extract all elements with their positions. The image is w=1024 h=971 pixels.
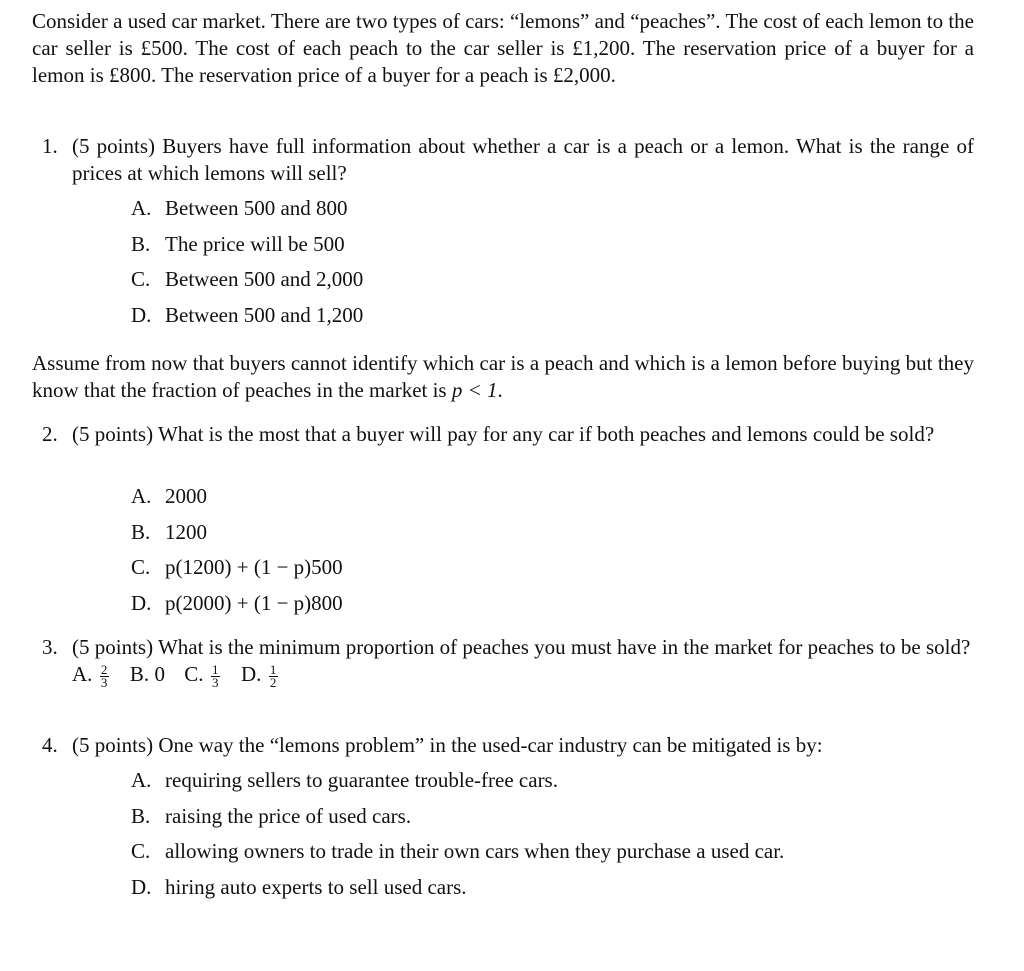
option-a[interactable]: A. Between 500 and 800 — [131, 196, 348, 220]
question-3-options — [72, 661, 974, 689]
question-number: 3. — [42, 635, 58, 659]
question-3 — [42, 634, 974, 689]
option-b[interactable]: B. 1200 — [131, 519, 207, 544]
option-d[interactable]: D. $\frac{1}{2}$ — [240, 661, 277, 690]
option-a[interactable]: A. 2000 — [131, 484, 207, 508]
option-a[interactable]: A. $\frac{2}{3}$ — [72, 661, 108, 690]
question-text: (5 points) Buyers have full information about whether a car is a peach or a lemon. What is the range of prices at which lemons will sell? — [72, 134, 974, 185]
option-c[interactable]: C. $\frac{1}{3}$ — [184, 661, 219, 690]
question-4 — [42, 732, 974, 759]
question-text: (5 points) What is the most that a buyer will pay for any car if both peaches and lemons could be sold? — [72, 422, 935, 446]
fraction-two-thirds: $\frac{2}{3}$ — [100, 661, 108, 690]
question-text: (5 points) One way the “lemons problem” in the used-car industry can be mitigated is by: — [72, 733, 823, 757]
assumption-paragraph: Assume from now that buyers cannot identify which car is a peach and which is a lemon before buying but they know that the fraction of peaches in the market is p < 1. — [32, 351, 974, 402]
question-number: 2. — [42, 422, 58, 446]
question-number: 1. — [42, 134, 58, 158]
question-1 — [42, 133, 974, 187]
option-b[interactable]: B. The price will be 500 — [131, 231, 345, 256]
fraction-one-half: $\frac{1}{2}$ — [269, 661, 277, 690]
question-text: (5 points) What is the minimum proportion of peaches you must have in the market for peaches to be sold? — [72, 635, 971, 659]
fraction-one-third: $\frac{1}{3}$ — [211, 661, 219, 690]
option-b[interactable]: B. 0 — [129, 662, 165, 686]
intro-paragraph: Consider a used car market. There are two types of cars: “lemons” and “peaches”. The cost of each lemon to the car seller is £500. The cost of each peach to the car seller is £1,200. The reservation price of a buyer for a lemon is £800. The reservation price of a buyer for a peach is £2,000. — [32, 9, 974, 87]
question-2 — [42, 421, 974, 448]
question-number: 4. — [42, 733, 58, 757]
option-d[interactable]: D. hiring auto experts to sell used cars. — [131, 874, 467, 899]
option-c[interactable]: C. p(1200) + (1 − p)500 — [131, 555, 343, 579]
question-1-options — [131, 195, 363, 337]
question-2-options — [131, 483, 343, 625]
question-4-options — [131, 767, 784, 909]
math-p-less-than-1: p < 1 — [451, 378, 498, 402]
option-c[interactable]: C. Between 500 and 2,000 — [131, 267, 364, 291]
option-c[interactable]: C. allowing owners to trade in their own cars when they purchase a used car. — [131, 839, 785, 863]
option-d[interactable]: D. p(2000) + (1 − p)800 — [131, 590, 343, 615]
option-b[interactable]: B. raising the price of used cars. — [131, 803, 412, 828]
option-d[interactable]: D. Between 500 and 1,200 — [131, 302, 364, 327]
option-a[interactable]: A. requiring sellers to guarantee trouble-free cars. — [131, 768, 558, 792]
